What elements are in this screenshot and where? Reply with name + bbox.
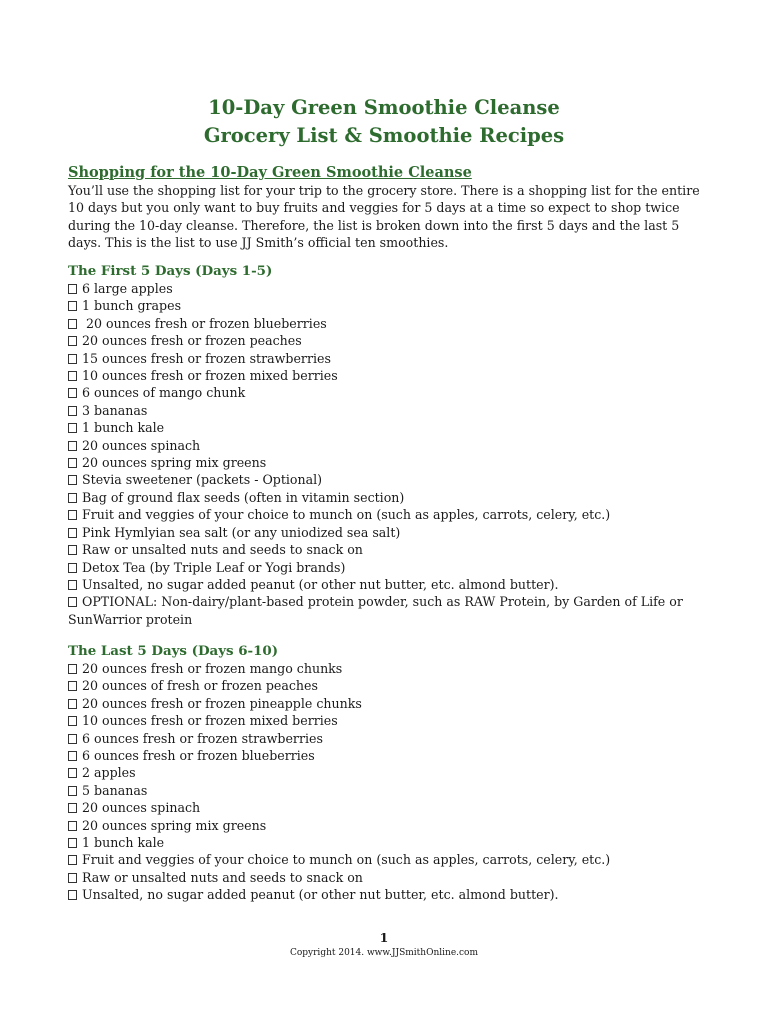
- list-item-text: 20 ounces fresh or frozen peaches: [82, 333, 302, 349]
- list-item: [68, 764, 708, 781]
- list-item-text: 15 ounces fresh or frozen strawberries: [82, 350, 331, 366]
- intro-paragraph: You’ll use the shopping list for your trip to the grocery store. There is a shopping list for the entire 10 days but you only want to buy fruits and veggies for 5 days at a time so expect to shop twice during the 10-day cleanse. Therefore, the list is broken down into the first 5 days and the last 5 days. This is the list to use JJ Smith’s official ten smoothies.: [68, 183, 700, 250]
- list-item: [68, 297, 708, 314]
- checkbox-icon: [68, 890, 77, 900]
- list-item: [68, 730, 708, 747]
- first-5-days-heading: The First 5 Days (Days 1-5): [68, 263, 273, 279]
- list-item: [68, 834, 708, 851]
- checkbox-icon: [68, 371, 77, 381]
- list-item-text: 10 ounces fresh or frozen mixed berries: [82, 713, 338, 729]
- list-item: [68, 541, 708, 558]
- checkbox-icon: [68, 493, 77, 503]
- list-item: [68, 419, 708, 436]
- list-item-text: 20 ounces fresh or frozen pineapple chunks: [82, 695, 362, 711]
- list-item: [68, 350, 708, 367]
- checkbox-icon: [68, 768, 77, 778]
- checkbox-icon: [68, 664, 77, 674]
- list-item-text: 2 apples: [82, 765, 136, 781]
- list-item-text: 6 ounces fresh or frozen blueberries: [82, 748, 315, 764]
- checkbox-icon: [68, 545, 77, 555]
- copyright-notice: Copyright 2014. www.JJSmithOnline.com: [289, 948, 478, 958]
- list-item-text: Bag of ground flax seeds (often in vitamin section): [82, 489, 405, 505]
- list-item-text: 1 bunch kale: [82, 420, 165, 436]
- list-item-text: Raw or unsalted nuts and seeds to snack on: [82, 869, 363, 885]
- checkbox-icon: [68, 284, 77, 294]
- list-item-text: 20 ounces spring mix greens: [82, 455, 267, 471]
- list-item-text: 20 ounces fresh or frozen mango chunks: [82, 661, 343, 676]
- checkbox-icon: [68, 821, 77, 831]
- list-item: [68, 437, 708, 454]
- list-item: [68, 576, 708, 593]
- list-item: [68, 315, 708, 332]
- list-item: [68, 471, 708, 488]
- checkbox-icon: [68, 354, 77, 364]
- checkbox-icon: [68, 838, 77, 848]
- checkbox-icon: [68, 681, 77, 691]
- list-item-text: 20 ounces fresh or frozen blueberries: [82, 315, 327, 331]
- list-item: [68, 367, 708, 384]
- list-item-text: Detox Tea (by Triple Leaf or Yogi brands): [82, 559, 346, 575]
- list-item: [68, 280, 708, 297]
- list-item-text: Raw or unsalted nuts and seeds to snack on: [82, 542, 363, 558]
- checkbox-icon: [68, 336, 77, 346]
- list-item: [68, 886, 708, 903]
- list-item-text: 5 bananas: [82, 782, 148, 798]
- list-item: [68, 869, 708, 886]
- checkbox-icon: [68, 528, 77, 538]
- list-item-text: 3 bananas: [82, 402, 148, 418]
- list-item-text: 20 ounces spinach: [82, 800, 201, 816]
- checkbox-icon: [68, 406, 77, 416]
- checkbox-icon: [68, 423, 77, 433]
- list-item-text: 6 large apples: [82, 281, 173, 296]
- document-title-line-1: 10-Day Green Smoothie Cleanse: [208, 96, 560, 119]
- list-item: [68, 454, 708, 471]
- list-item-text: Unsalted, no sugar added peanut (or other nut butter, etc. almond butter).: [82, 576, 559, 592]
- list-item: [68, 332, 708, 349]
- list-item: [68, 384, 708, 401]
- checkbox-icon: [68, 510, 77, 520]
- list-item: [68, 402, 708, 419]
- checkbox-icon: [68, 803, 77, 813]
- list-item: [68, 506, 708, 523]
- list-item-text: Stevia sweetener (packets - Optional): [82, 472, 323, 488]
- checkbox-icon: [68, 441, 77, 451]
- list-item-text: 1 bunch grapes: [82, 298, 182, 314]
- last-5-days-heading: The Last 5 Days (Days 6-10): [68, 643, 279, 659]
- list-item-text: Unsalted, no sugar added peanut (or other nut butter, etc. almond butter).: [82, 887, 559, 903]
- list-item-text: 20 ounces spring mix greens: [82, 817, 267, 833]
- checkbox-icon: [68, 873, 77, 883]
- page-number: 1: [379, 930, 389, 945]
- list-item: [68, 593, 708, 628]
- checkbox-icon: [68, 751, 77, 761]
- list-item-text: Fruit and veggies of your choice to munch on (such as apples, carrots, celery, etc.): [82, 852, 611, 868]
- checkbox-icon: [68, 734, 77, 744]
- list-item: [68, 489, 708, 506]
- checkbox-icon: [68, 563, 77, 573]
- checkbox-icon: [68, 699, 77, 709]
- list-item: [68, 524, 708, 541]
- list-item: [68, 747, 708, 764]
- checkbox-icon: [68, 597, 77, 607]
- list-item-text: OPTIONAL: Non-dairy/plant-based protein powder, such as RAW Protein, by Garden of Life or SunWarrior protein: [68, 594, 683, 627]
- checkbox-icon: [68, 580, 77, 590]
- list-item: [68, 851, 708, 868]
- list-item-text: Pink Hymlyian sea salt (or any uniodized sea salt): [82, 524, 401, 540]
- list-item-text: 10 ounces fresh or frozen mixed berries: [82, 368, 338, 384]
- checkbox-icon: [68, 716, 77, 726]
- first-5-days-list: [68, 280, 708, 628]
- list-item: [68, 677, 708, 694]
- list-item: [68, 559, 708, 576]
- list-item: [68, 660, 708, 677]
- checkbox-icon: [68, 475, 77, 485]
- checkbox-icon: [68, 458, 77, 468]
- list-item-text: 1 bunch kale: [82, 835, 165, 851]
- checkbox-icon: [68, 301, 77, 311]
- list-item-text: 6 ounces fresh or frozen strawberries: [82, 730, 323, 746]
- list-item: [68, 799, 708, 816]
- list-item-text: 20 ounces spinach: [82, 437, 201, 453]
- list-item: [68, 695, 708, 712]
- list-item-text: 6 ounces of mango chunk: [82, 385, 246, 401]
- document-title-line-2: Grocery List & Smoothie Recipes: [203, 124, 565, 147]
- list-item: [68, 712, 708, 729]
- list-item-text: Fruit and veggies of your choice to munch on (such as apples, carrots, celery, etc.): [82, 507, 611, 523]
- checkbox-icon: [68, 786, 77, 796]
- list-item-text: 20 ounces of fresh or frozen peaches: [82, 678, 318, 694]
- last-5-days-list: [68, 660, 708, 904]
- list-item: [68, 782, 708, 799]
- list-item: [68, 817, 708, 834]
- checkbox-icon: [68, 319, 77, 329]
- checkbox-icon: [68, 855, 77, 865]
- checkbox-icon: [68, 388, 77, 398]
- section-heading-shopping: Shopping for the 10-Day Green Smoothie Cleanse: [68, 164, 472, 181]
